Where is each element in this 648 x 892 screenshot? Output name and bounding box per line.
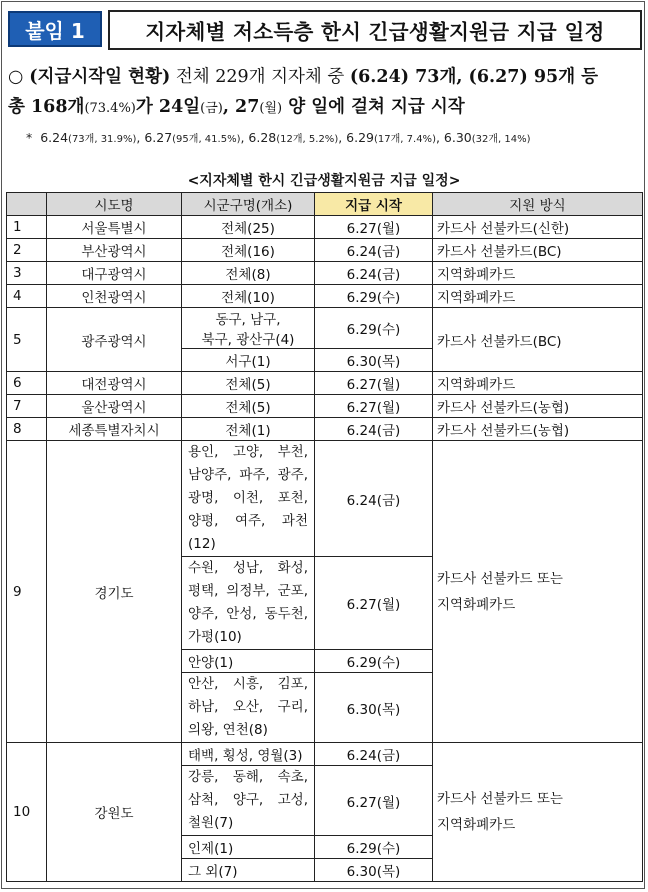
header-no (7, 193, 47, 216)
method-cell: 카드사 선불카드 또는 지역화폐카드 (433, 441, 643, 743)
date-cell: 6.30(목) (315, 673, 433, 743)
table-row (7, 216, 643, 239)
date-cell: 6.27(월) (315, 395, 433, 418)
date-cell: 6.27(월) (315, 557, 433, 650)
row-number: 7 (7, 395, 47, 418)
summary-weekday2: (월) (259, 101, 283, 116)
summary-weekday1: (금) (200, 101, 223, 116)
method-cell: 카드사 선불카드(BC) (433, 239, 643, 262)
summary-percent: (73.4%) (84, 101, 136, 116)
date-cell: 6.30(목) (315, 859, 433, 882)
header-method: 지원 방식 (433, 193, 643, 216)
table-row (7, 285, 643, 308)
row-number: 8 (7, 418, 47, 441)
sigungu-cell: 안산, 시흥, 김포, 하남, 오산, 구리, 의왕, 연천(8) (182, 673, 315, 743)
date-breakdown-note (26, 130, 531, 145)
sigungu-cell: 전체(16) (182, 239, 315, 262)
table-row (7, 372, 643, 395)
date-cell: 6.24(금) (315, 262, 433, 285)
row-number: 9 (7, 441, 47, 743)
table-row (7, 239, 643, 262)
method-cell: 지역화폐카드 (433, 372, 643, 395)
date-cell: 6.30(목) (315, 349, 433, 372)
sido-cell: 인천광역시 (47, 285, 182, 308)
note-item: 6.29(17개, 7.4%), (346, 130, 444, 145)
table-caption: <지자체별 한시 긴급생활지원금 지급 일정> (187, 173, 461, 189)
sido-cell: 강원도 (47, 743, 182, 882)
table-header-row (7, 193, 643, 216)
summary-counts: (6.24) 73개, (6.27) 95개 등 (349, 67, 599, 87)
sigungu-cell: 태백, 횡성, 영월(3) (182, 743, 315, 766)
sido-cell: 광주광역시 (47, 308, 182, 372)
row-number: 6 (7, 372, 47, 395)
note-item: 6.30(32개, 14%) (443, 130, 531, 145)
method-cell: 카드사 선불카드(신한) (433, 216, 643, 239)
summary-date1: 가 24일 (135, 97, 201, 117)
table-row (7, 418, 643, 441)
method-cell: 지역화폐카드 (433, 285, 643, 308)
note-item: 6.28(12개, 5.2%), (248, 130, 347, 145)
date-cell: 6.29(수) (315, 285, 433, 308)
row-number: 3 (7, 262, 47, 285)
sido-cell: 경기도 (47, 441, 182, 743)
sido-cell: 서울특별시 (47, 216, 182, 239)
table-row (7, 262, 643, 285)
sido-cell: 부산광역시 (47, 239, 182, 262)
summary-date2: , 27 (222, 97, 260, 117)
date-cell: 6.27(월) (315, 766, 433, 836)
attachment-badge: 붙임 1 (8, 11, 102, 47)
table-row (7, 308, 643, 349)
summary-text: 전체 229개 지자체 중 (170, 67, 350, 87)
row-number: 5 (7, 308, 47, 372)
summary-tail: 양 일에 걸쳐 지급 시작 (282, 97, 465, 117)
table-row (7, 395, 643, 418)
method-cell: 카드사 선불카드(농협) (433, 395, 643, 418)
table-row (7, 441, 643, 557)
schedule-table (6, 192, 643, 882)
date-cell: 6.24(금) (315, 239, 433, 262)
document-header (8, 10, 642, 50)
date-cell: 6.27(월) (315, 216, 433, 239)
method-cell: 카드사 선불카드(농협) (433, 418, 643, 441)
method-cell: 카드사 선불카드(BC) (433, 308, 643, 372)
row-number: 4 (7, 285, 47, 308)
method-cell: 카드사 선불카드 또는 지역화폐카드 (433, 743, 643, 882)
summary-lead: (지급시작일 현황) (29, 67, 171, 87)
method-cell: 지역화폐카드 (433, 262, 643, 285)
sigungu-cell: 동구, 남구, 북구, 광산구(4) (182, 308, 315, 349)
row-number: 2 (7, 239, 47, 262)
sido-cell: 대전광역시 (47, 372, 182, 395)
sigungu-cell: 서구(1) (182, 349, 315, 372)
sigungu-cell: 전체(1) (182, 418, 315, 441)
sigungu-cell: 안양(1) (182, 650, 315, 673)
sigungu-cell: 인제(1) (182, 836, 315, 859)
sigungu-cell: 전체(8) (182, 262, 315, 285)
page-title: 지자체별 저소득층 한시 긴급생활지원금 지급 일정 (108, 10, 642, 50)
sigungu-cell: 전체(5) (182, 395, 315, 418)
sigungu-cell: 전체(5) (182, 372, 315, 395)
bullet-circle: ○ (8, 67, 24, 87)
sigungu-cell: 수원, 성남, 화성, 평택, 의정부, 군포, 양주, 안성, 동두천, 가평(10) (182, 557, 315, 650)
sigungu-cell: 용인, 고양, 부천, 남양주, 파주, 광주, 광명, 이천, 포천, 양평, 여주, 과천(12) (182, 441, 315, 557)
header-start-date: 지급 시작 (315, 193, 433, 216)
note-item: 6.27(95개, 41.5%), (144, 130, 249, 145)
sigungu-cell: 그 외(7) (182, 859, 315, 882)
summary-paragraph (8, 62, 642, 124)
sigungu-cell: 전체(25) (182, 216, 315, 239)
date-cell: 6.29(수) (315, 650, 433, 673)
date-cell: 6.24(금) (315, 418, 433, 441)
note-star: * (26, 130, 33, 145)
sido-cell: 대구광역시 (47, 262, 182, 285)
summary-total: 총 168개 (8, 97, 85, 117)
sigungu-cell: 강릉, 동해, 속초, 삼척, 양구, 고성, 철원(7) (182, 766, 315, 836)
date-cell: 6.29(수) (315, 308, 433, 349)
header-sido: 시도명 (47, 193, 182, 216)
sido-cell: 울산광역시 (47, 395, 182, 418)
sido-cell: 세종특별자치시 (47, 418, 182, 441)
date-cell: 6.27(월) (315, 372, 433, 395)
note-item: 6.24(73개, 31.9%), (40, 130, 145, 145)
row-number: 10 (7, 743, 47, 882)
table-row (7, 743, 643, 766)
date-cell: 6.24(금) (315, 743, 433, 766)
sigungu-cell: 전체(10) (182, 285, 315, 308)
date-cell: 6.29(수) (315, 836, 433, 859)
header-sigungu: 시군구명(개소) (182, 193, 315, 216)
date-cell: 6.24(금) (315, 441, 433, 557)
row-number: 1 (7, 216, 47, 239)
